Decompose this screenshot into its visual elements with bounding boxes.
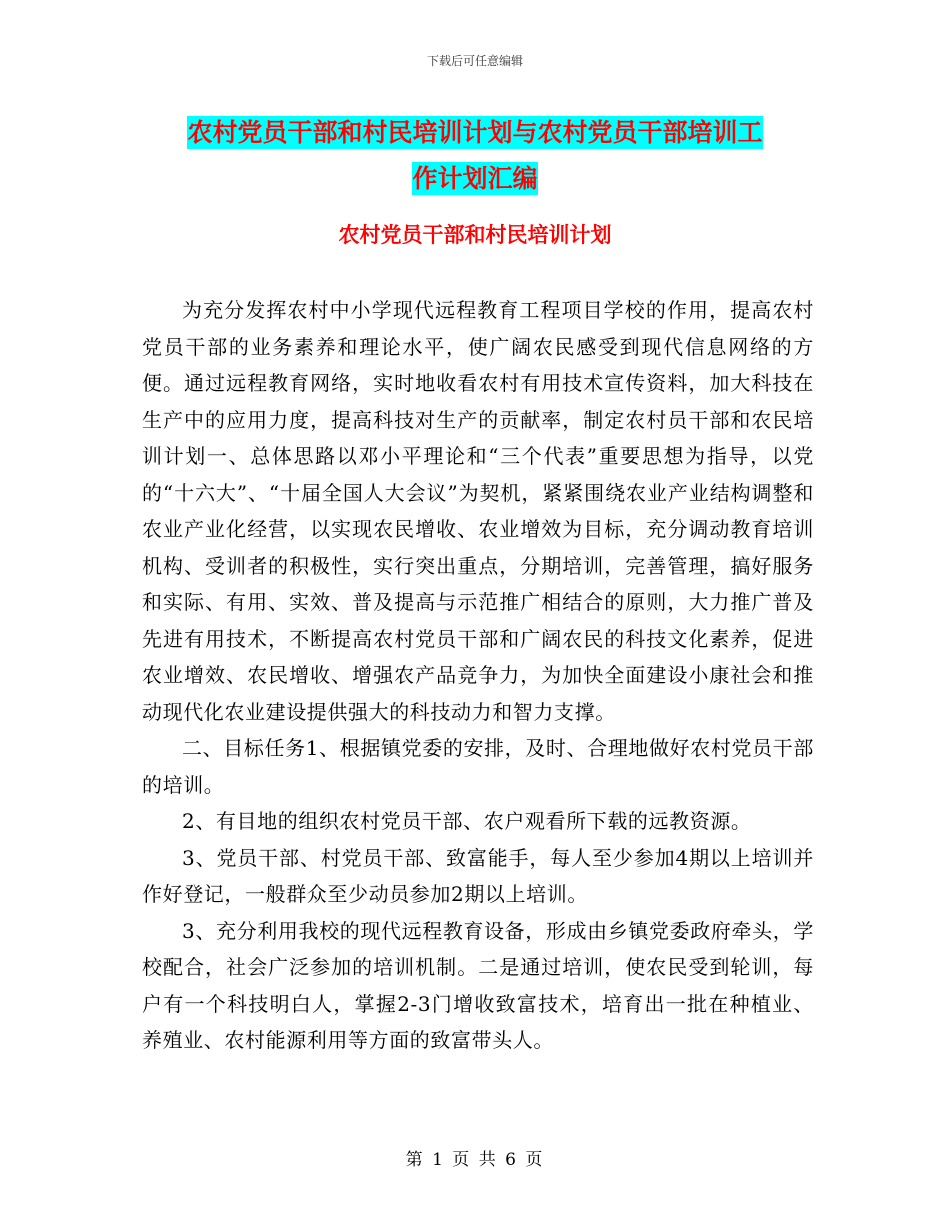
section-subtitle: 农村党员干部和村民培训计划	[338, 223, 612, 247]
paragraph-goals: 二、目标任务1、根据镇党委的安排，及时、合理地做好农村党员干部的培训。	[142, 736, 814, 797]
page-number-footer: 第 1 页 共 6 页	[405, 1150, 545, 1170]
paragraph-resources: 2、有目地的组织农村党员干部、农户观看所下载的远教资源。	[182, 809, 752, 833]
document-title	[0, 110, 950, 202]
document-title-line-2: 作计划汇编	[412, 164, 538, 193]
document-body	[142, 292, 814, 1059]
paragraph-training-requirement: 3、党员干部、村党员干部、致富能手，每人至少参加4期以上培训并作好登记，一般群众至少动员参加2期以上培训。	[142, 845, 814, 906]
header-note: 下载后可任意编辑	[426, 54, 523, 68]
paragraph-general-approach: 为充分发挥农村中小学现代远程教育工程项目学校的作用，提高农村党员干部的业务素养和理论水平，使广阔农民感受到现代信息网络的方便。通过远程教育网络，实时地收看农村有用技术宣传资料，加大科技在生产中的应用力度，提高科技对生产的贡献率，制定农村员干部和农民培训计划一、总体思路以邓小平理论和“三个代表”重要思想为指导，以党的“十六大”、“十届全国人大会议”为契机，紧紧围绕农业产业结构调整和农业产业化经营，以实现农民增收、农业增效为目标，充分调动教育培训机构、受训者的积极性，实行突出重点，分期培训，完善管理，搞好服务和实际、有用、实效、普及提高与示范推广相结合的原则，大力推广普及先进有用技术，不断提高农村党员干部和广阔农民的科技文化素养，促进农业增效、农民增收、增强农产品竞争力，为加快全面建设小康社会和推动现代化农业建设提供强大的科技动力和智力支撑。	[142, 298, 814, 724]
document-title-line-1: 农村党员干部和村民培训计划与农村党员干部培训工	[187, 118, 763, 147]
paragraph-training-mechanism: 3、充分利用我校的现代远程教育设备，形成由乡镇党委政府牵头，学校配合，社会广泛参加的培训机制。二是通过培训，使农民受到轮训，每户有一个科技明白人，掌握2-3门增收致富技术，培育出一批在种植业、养殖业、农村能源利用等方面的致富带头人。	[142, 918, 814, 1052]
